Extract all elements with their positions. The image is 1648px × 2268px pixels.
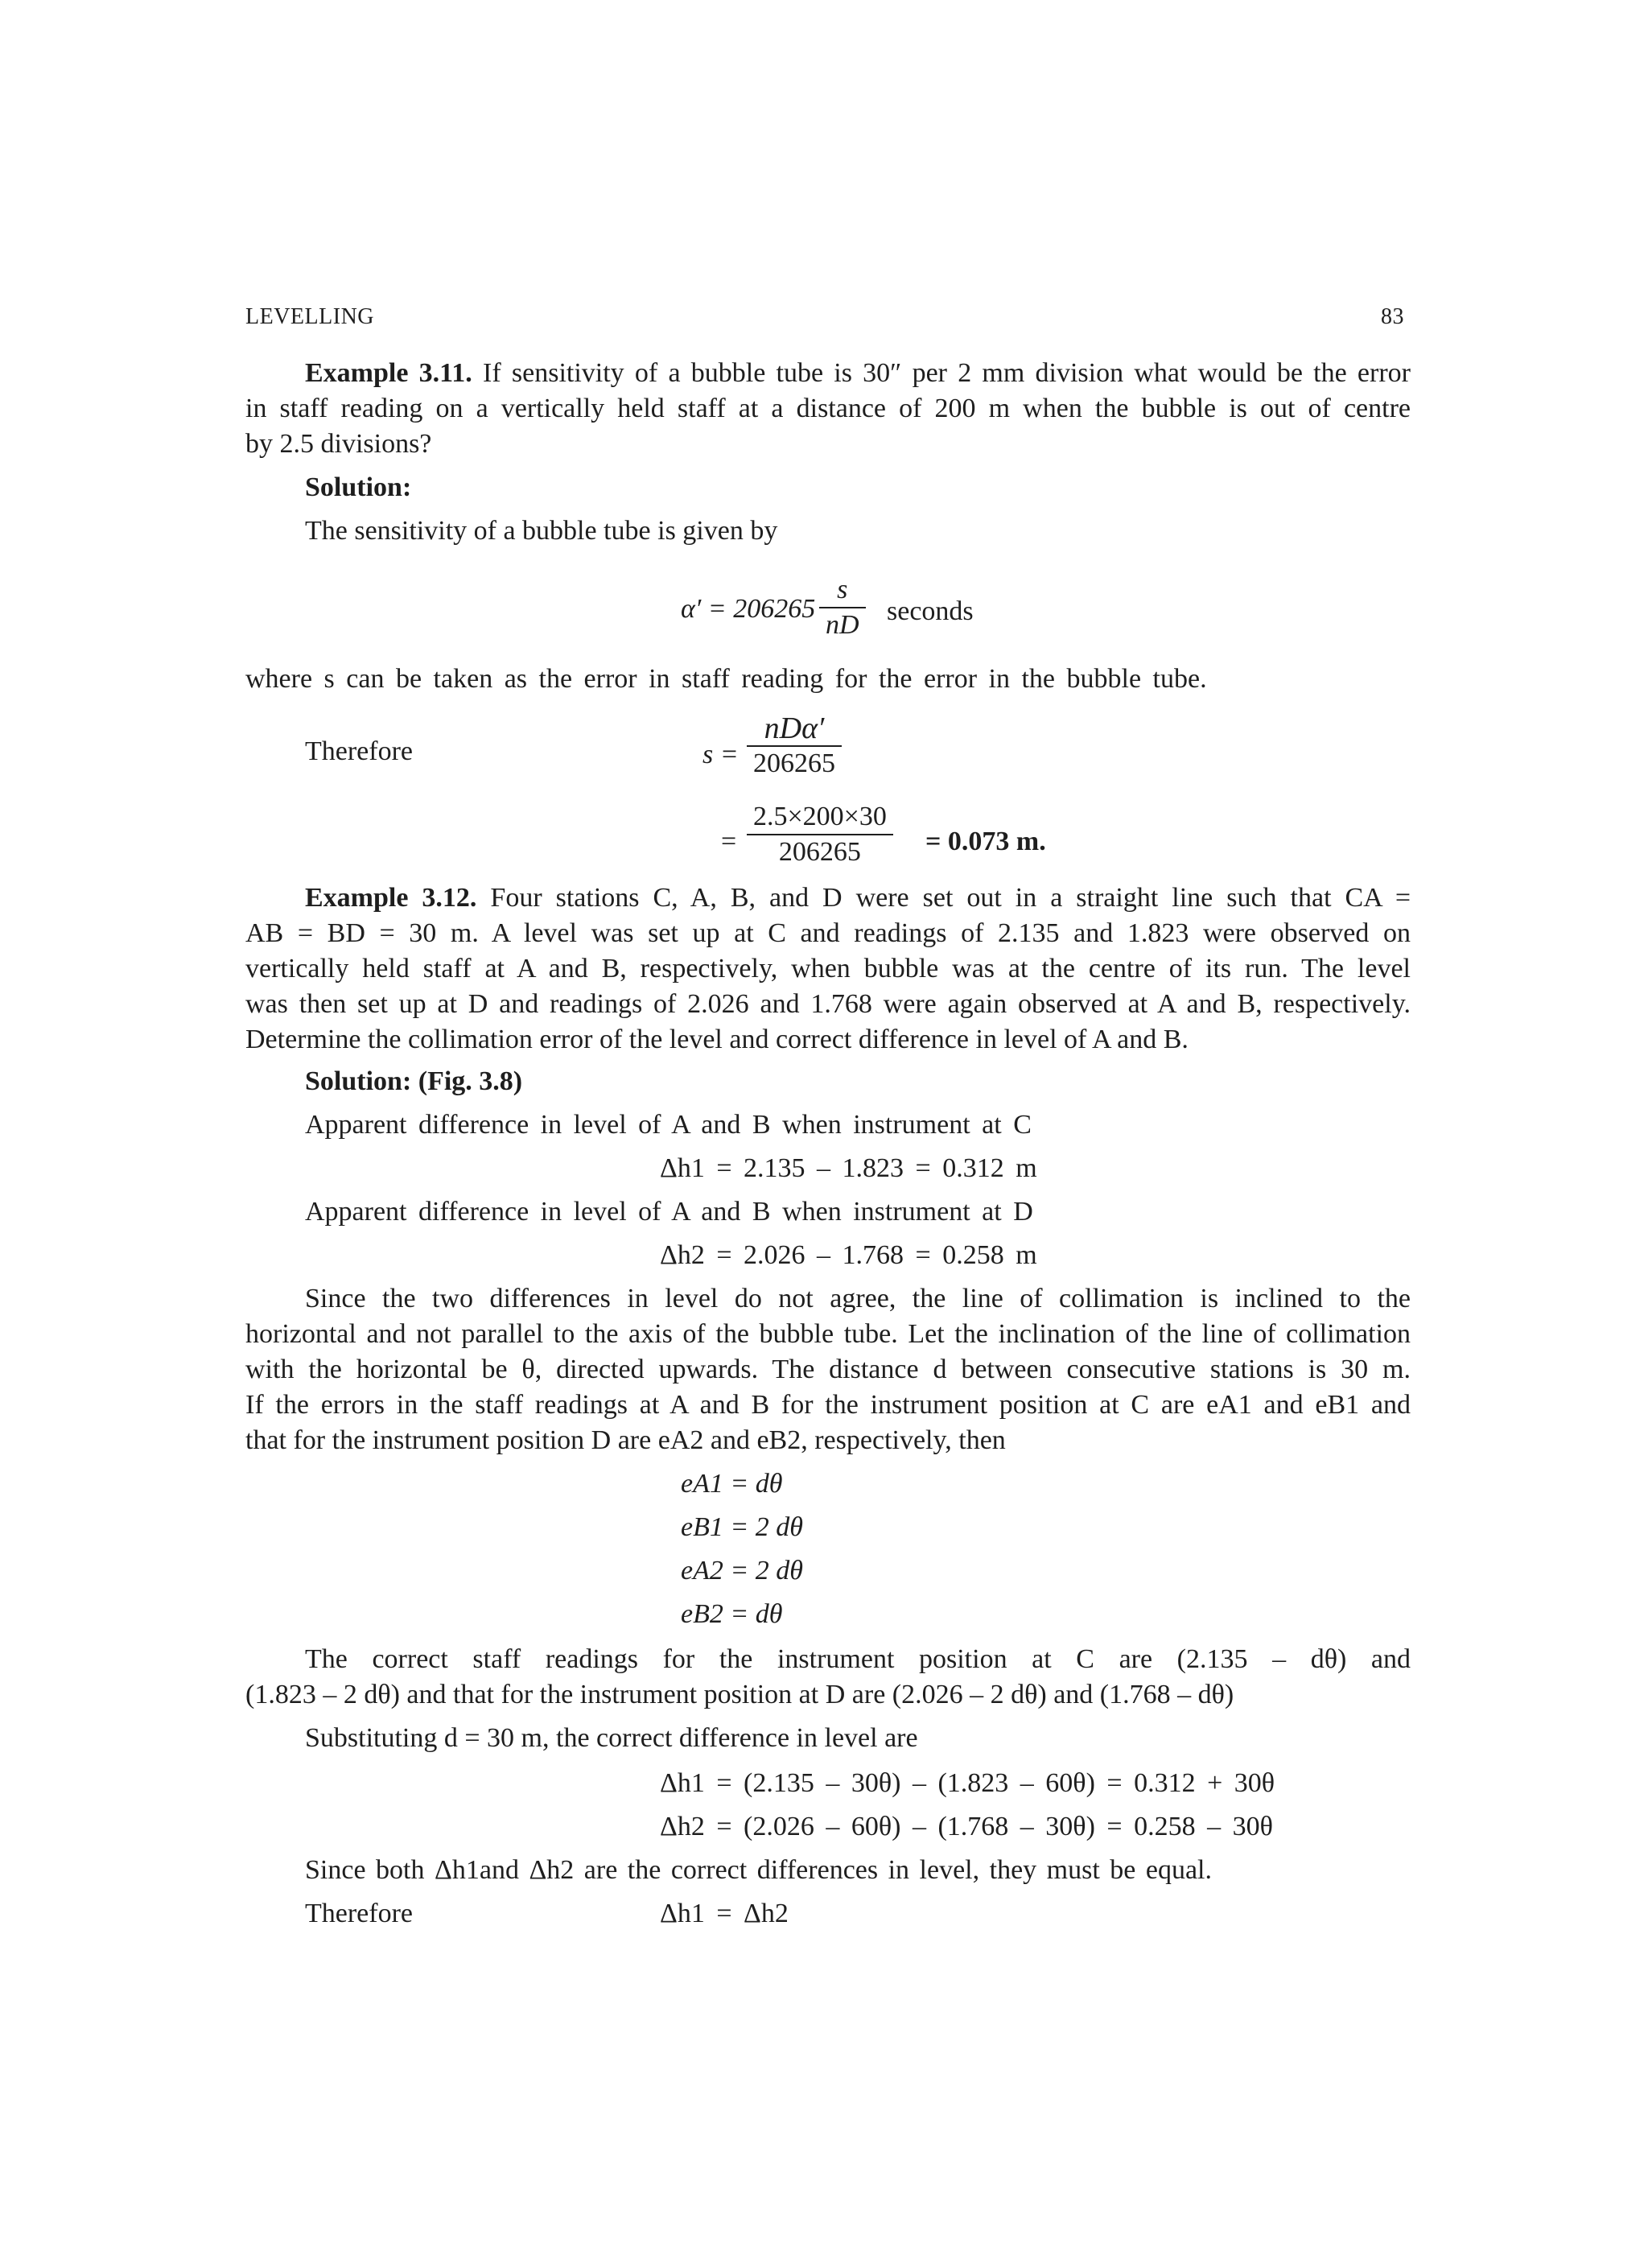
fraction-denominator: nD xyxy=(819,607,866,642)
calc-fraction xyxy=(747,800,893,869)
dh2-apparent: Δh2 = 2.026 – 1.768 = 0.258 m xyxy=(660,1240,1037,1270)
example-3-12-line-1: Example 3.12. Four stations C, A, B, and D were set out in a straight line such that CA = xyxy=(305,883,1411,913)
since-both-line: Since both Δh1and Δh2 are the correct differences in level, they must be equal. xyxy=(305,1855,1213,1885)
apparent-diff-d: Apparent difference in level of A and B when instrument at D xyxy=(305,1197,1033,1227)
solution-heading-2: Solution: (Fig. 3.8) xyxy=(305,1066,523,1096)
example-3-11-label: Example 3.11. xyxy=(305,358,472,388)
para-line-2: horizontal and not parallel to the axis of the bubble tube. Let the inclination of the line of collimation xyxy=(245,1319,1411,1349)
where-line: where s can be taken as the error in staff reading for the error in the bubble tube. xyxy=(245,664,1207,694)
apparent-diff-c: Apparent difference in level of A and B when instrument at C xyxy=(305,1110,1032,1140)
example-3-11-line-2: in staff reading on a vertically held staff at a distance of 200 m when the bubble is out of centre xyxy=(245,394,1411,423)
example-3-11-line-1 xyxy=(305,356,1411,391)
solution-heading-1: Solution: xyxy=(305,472,412,502)
error-ea2: eA2 = 2 dθ xyxy=(681,1556,804,1586)
page-number: 83 xyxy=(1381,304,1404,329)
example-3-12-line-5: Determine the collimation error of the level and correct difference in level of A and B. xyxy=(245,1025,1189,1054)
error-eb1: eB1 = 2 dθ xyxy=(681,1512,804,1542)
calc-equals: = xyxy=(721,827,737,856)
para-line-1: Since the two differences in level do not agree, the line of collimation is inclined to the xyxy=(305,1284,1411,1313)
corrected-dh1: Δh1 = (2.135 – 30θ) – (1.823 – 60θ) = 0.312 + 30θ xyxy=(660,1768,1275,1798)
s-numerator: nDα′ xyxy=(764,711,825,745)
calc-numerator: 2.5×200×30 xyxy=(753,802,887,831)
error-eb2: eB2 = dθ xyxy=(681,1599,783,1629)
sensitivity-formula-lhs: α′ = 206265 xyxy=(681,594,816,624)
calc-denominator: 206265 xyxy=(747,834,893,869)
example-3-12-line-3: vertically held staff at A and B, respectively, when bubble was at the centre of its run. The level xyxy=(245,954,1411,983)
s-denominator: 206265 xyxy=(747,745,842,781)
para-line-3: with the horizontal be θ, directed upwards. The distance d between consecutive stations is 30 m. xyxy=(245,1355,1411,1384)
correct-para-line-1: The correct staff readings for the instrument position at C are (2.135 – dθ) and xyxy=(305,1644,1411,1674)
corrected-dh2: Δh2 = (2.026 – 60θ) – (1.768 – 30θ) = 0.258 – 30θ xyxy=(660,1812,1273,1841)
example-3-11-line-3: by 2.5 divisions? xyxy=(245,429,432,459)
example-3-12-label: Example 3.12. xyxy=(305,883,477,913)
therefore-label-1: Therefore xyxy=(305,736,414,766)
example-3-11-text: If sensitivity of a bubble tube is 30″ per 2 mm division what would be the error xyxy=(483,358,1411,388)
calc-result: = 0.073 m. xyxy=(925,827,1046,856)
para-line-4: If the errors in the staff readings at A and B for the instrument position at C are eA1 and eB1 and xyxy=(245,1390,1411,1420)
sensitivity-fraction xyxy=(819,573,866,642)
s-lhs: s = xyxy=(702,740,739,769)
s-fraction xyxy=(747,711,842,781)
dh1-apparent: Δh1 = 2.135 – 1.823 = 0.312 m xyxy=(660,1153,1037,1183)
formula-unit: seconds xyxy=(887,596,974,626)
correct-para-line-2: (1.823 – 2 dθ) and that for the instrument position at D are (2.026 – 2 dθ) and (1.768 – dθ) xyxy=(245,1680,1234,1709)
example-3-12-line-2: AB = BD = 30 m. A level was set up at C and readings of 2.135 and 1.823 were observed on xyxy=(245,918,1411,948)
running-title: LEVELLING xyxy=(245,304,375,329)
fraction-numerator: s xyxy=(837,575,848,604)
sensitivity-intro: The sensitivity of a bubble tube is given by xyxy=(305,516,778,546)
error-ea1: eA1 = dθ xyxy=(681,1469,783,1499)
therefore-label-2: Therefore xyxy=(305,1899,414,1928)
para-line-5: that for the instrument position D are eA2 and eB2, respectively, then xyxy=(245,1425,1006,1455)
final-equation: Δh1 = Δh2 xyxy=(660,1899,789,1928)
example-3-12-line-4: was then set up at D and readings of 2.026 and 1.768 were again observed at A and B, respectively. xyxy=(245,989,1411,1019)
substituting-line: Substituting d = 30 m, the correct difference in level are xyxy=(305,1723,918,1753)
